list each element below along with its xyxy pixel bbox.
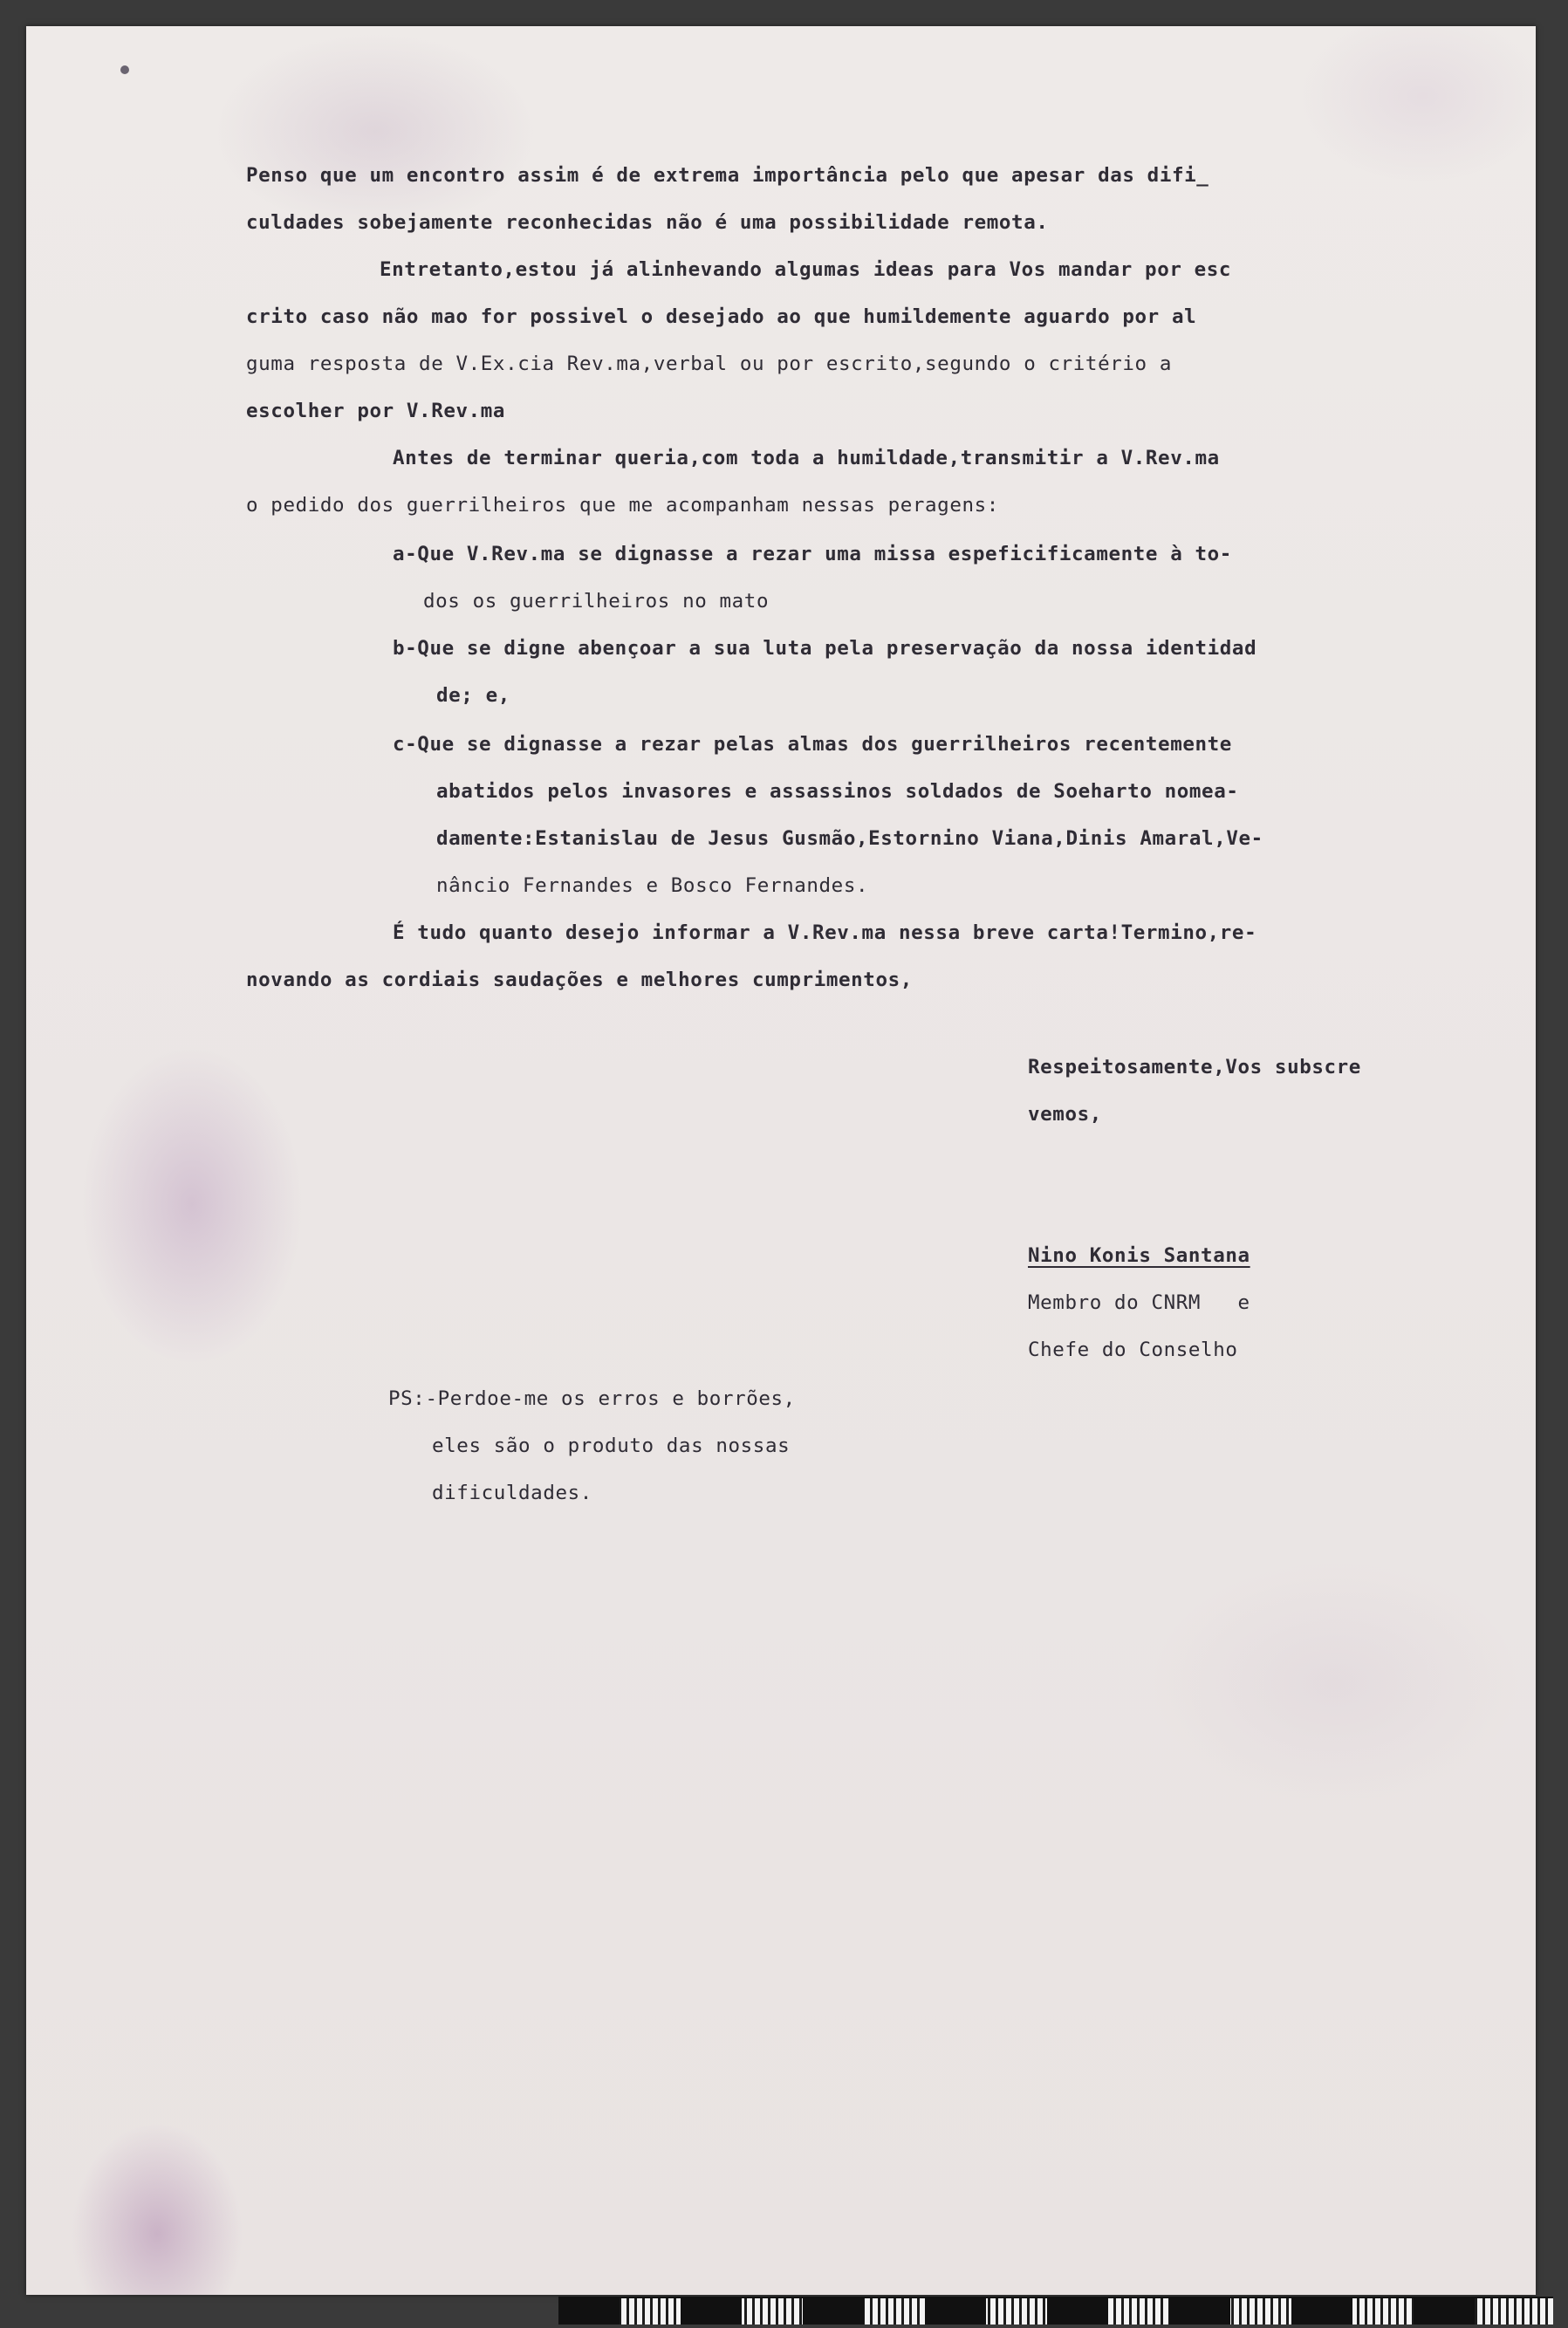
body-line-1: Penso que um encontro assim é de extrema importância pelo que apesar das difi_ xyxy=(246,164,1209,187)
request-c-line-2: abatidos pelos invasores e assassinos soldados de Soeharto nomea- xyxy=(436,780,1239,803)
request-b-line-1: b-Que se digne abençoar a sua luta pela preservação da nossa identidad xyxy=(393,637,1257,660)
signature-title-2: Chefe do Conselho xyxy=(1028,1339,1238,1361)
postscript-line-2: eles são o produto das nossas xyxy=(432,1434,791,1457)
ruler-segment xyxy=(1291,2298,1352,2325)
body-line-2: culdades sobejamente reconhecidas não é uma possibilidade remota. xyxy=(246,211,1049,234)
body-line-17: É tudo quanto desejo informar a V.Rev.ma nessa breve carta!Termino,re- xyxy=(393,921,1257,944)
request-c-line-3: damente:Estanislau de Jesus Gusmão,Estornino Viana,Dinis Amaral,Ve- xyxy=(436,827,1263,850)
closing-line-2: vemos, xyxy=(1028,1103,1102,1126)
body-line-3: Entretanto,estou já alinhevando algumas ideas para Vos mandar por esc xyxy=(380,258,1232,281)
ruler-segment xyxy=(1169,2298,1230,2325)
ruler-segment xyxy=(803,2298,864,2325)
ruler-segment xyxy=(925,2298,986,2325)
body-line-18: novando as cordiais saudações e melhores cumprimentos, xyxy=(246,969,913,991)
body-line-4: crito caso não mao for possivel o desejado ao que humildemente aguardo por al xyxy=(246,305,1197,328)
request-c-line-1: c-Que se dignasse a rezar pelas almas dos guerrilheiros recentemente xyxy=(393,733,1232,756)
signature-name: Nino Konis Santana xyxy=(1028,1244,1250,1267)
ruler-segment xyxy=(681,2298,742,2325)
postscript-line-3: dificuldades. xyxy=(432,1482,592,1504)
body-line-7: Antes de terminar queria,com toda a humildade,transmitir a V.Rev.ma xyxy=(393,447,1220,469)
body-line-5: guma resposta de V.Ex.cia Rev.ma,verbal ou por escrito,segundo o critério a xyxy=(246,353,1172,375)
ruler-segment xyxy=(558,2298,620,2325)
body-line-6: escolher por V.Rev.ma xyxy=(246,400,506,422)
body-line-8: o pedido dos guerrilheiros que me acompanham nessas peragens: xyxy=(246,494,999,517)
request-a-line-1: a-Que V.Rev.ma se dignasse a rezar uma missa espeficificamente à to- xyxy=(393,543,1232,565)
ruler-segment xyxy=(1414,2298,1475,2325)
ruler-segment xyxy=(1047,2298,1108,2325)
letter-page xyxy=(26,26,1536,2295)
scale-ruler xyxy=(558,2297,1553,2325)
postscript-line-1: PS:-Perdoe-me os erros e borrões, xyxy=(388,1387,796,1410)
request-a-line-2: dos os guerrilheiros no mato xyxy=(423,590,770,613)
punch-hole xyxy=(120,65,129,74)
closing-line-1: Respeitosamente,Vos subscre xyxy=(1028,1056,1361,1078)
signature-title-1: Membro do CNRM e xyxy=(1028,1291,1250,1314)
request-b-line-2: de; e, xyxy=(436,684,510,707)
request-c-line-4: nâncio Fernandes e Bosco Fernandes. xyxy=(436,874,869,897)
